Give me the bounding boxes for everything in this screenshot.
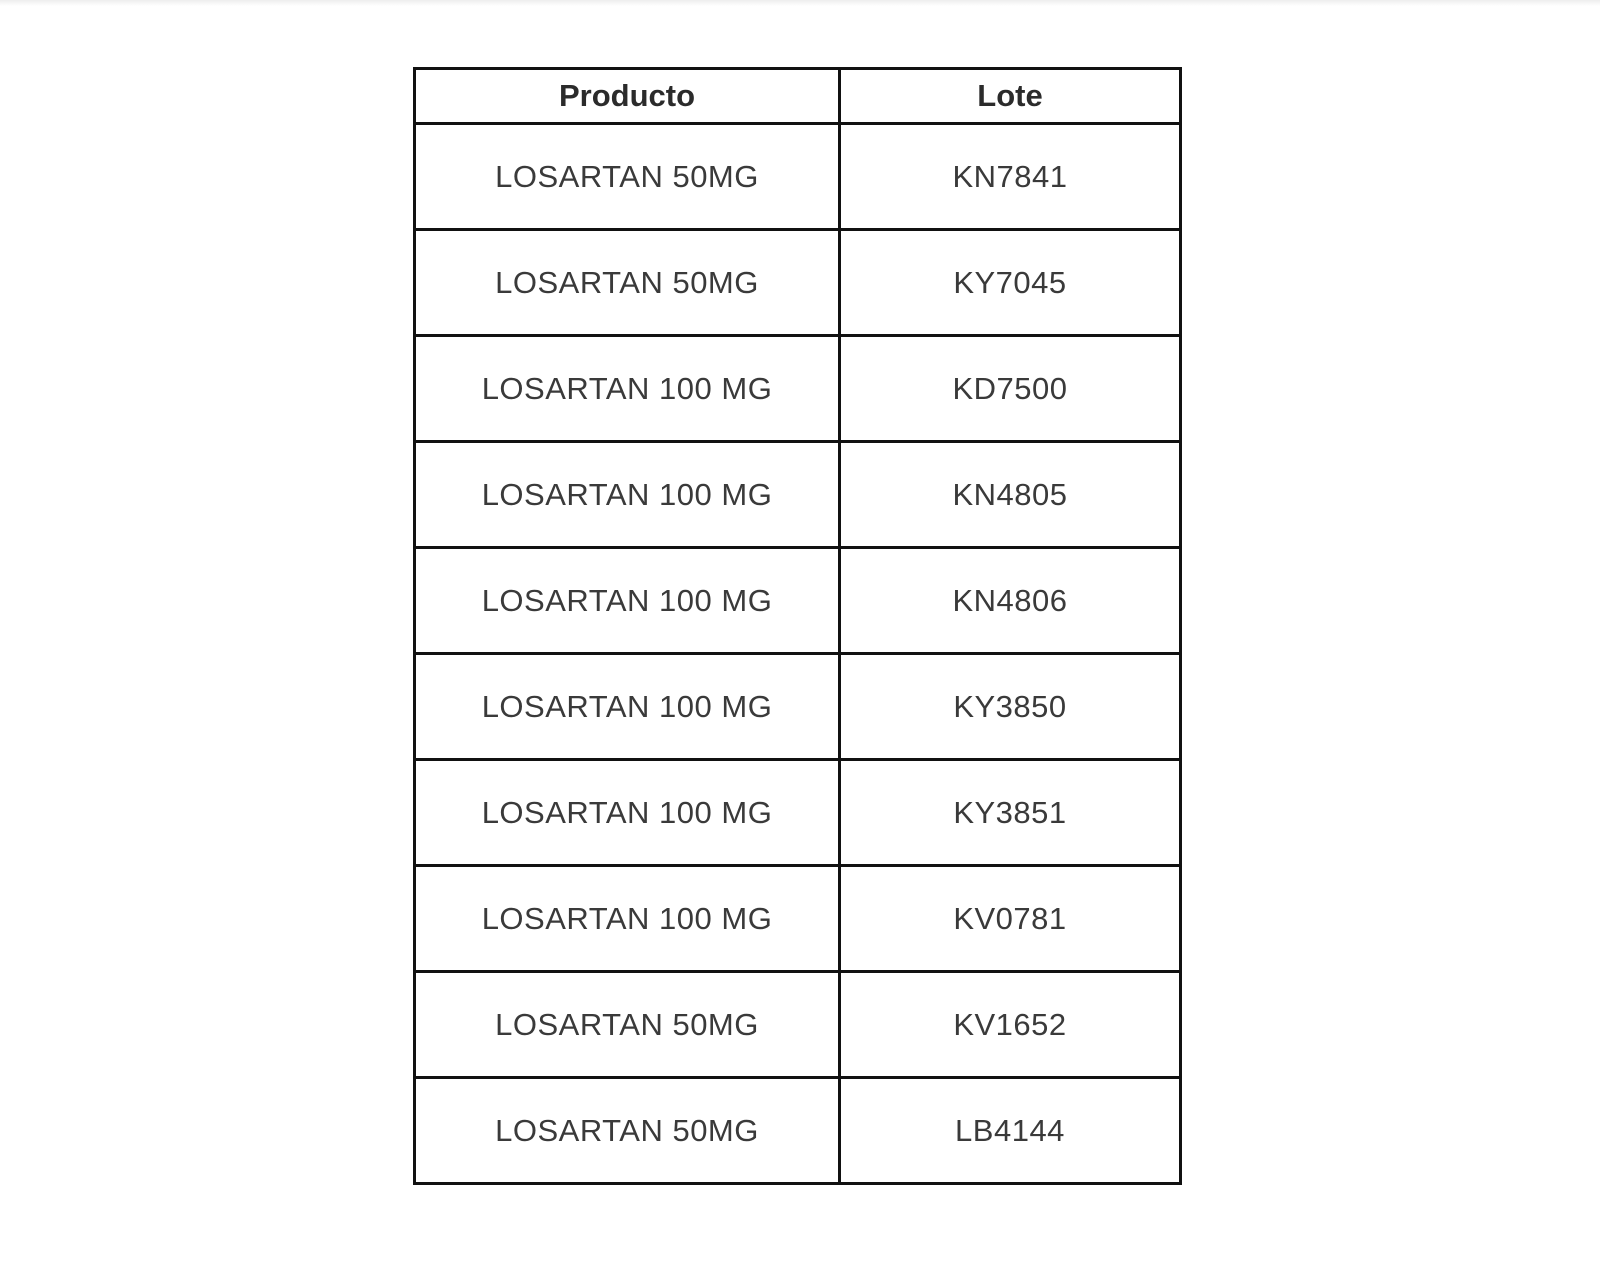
table-row (415, 124, 1181, 230)
viewer-top-edge (0, 0, 1600, 6)
table-row (415, 972, 1181, 1078)
product-cell: LOSARTAN 50MG (415, 1078, 840, 1184)
lot-cell: KN7841 (840, 124, 1181, 230)
product-lot-table (413, 67, 1182, 1185)
lot-cell: KY7045 (840, 230, 1181, 336)
lot-cell: KV0781 (840, 866, 1181, 972)
table-header-row (415, 69, 1181, 124)
product-cell: LOSARTAN 50MG (415, 124, 840, 230)
product-cell: LOSARTAN 100 MG (415, 336, 840, 442)
table-row (415, 230, 1181, 336)
lot-cell: KY3851 (840, 760, 1181, 866)
lot-cell: KN4805 (840, 442, 1181, 548)
product-cell: LOSARTAN 100 MG (415, 442, 840, 548)
table-row (415, 548, 1181, 654)
product-cell: LOSARTAN 100 MG (415, 866, 840, 972)
table-row (415, 866, 1181, 972)
table-row (415, 336, 1181, 442)
product-cell: LOSARTAN 100 MG (415, 548, 840, 654)
header-product: Producto (415, 69, 840, 124)
lot-cell: KN4806 (840, 548, 1181, 654)
table-row (415, 1078, 1181, 1184)
product-cell: LOSARTAN 50MG (415, 230, 840, 336)
product-cell: LOSARTAN 50MG (415, 972, 840, 1078)
table-row (415, 442, 1181, 548)
table-row (415, 760, 1181, 866)
header-lot: Lote (840, 69, 1181, 124)
table-row (415, 654, 1181, 760)
product-cell: LOSARTAN 100 MG (415, 654, 840, 760)
product-cell: LOSARTAN 100 MG (415, 760, 840, 866)
lot-cell: KV1652 (840, 972, 1181, 1078)
lot-cell: KY3850 (840, 654, 1181, 760)
lot-cell: KD7500 (840, 336, 1181, 442)
lot-cell: LB4144 (840, 1078, 1181, 1184)
